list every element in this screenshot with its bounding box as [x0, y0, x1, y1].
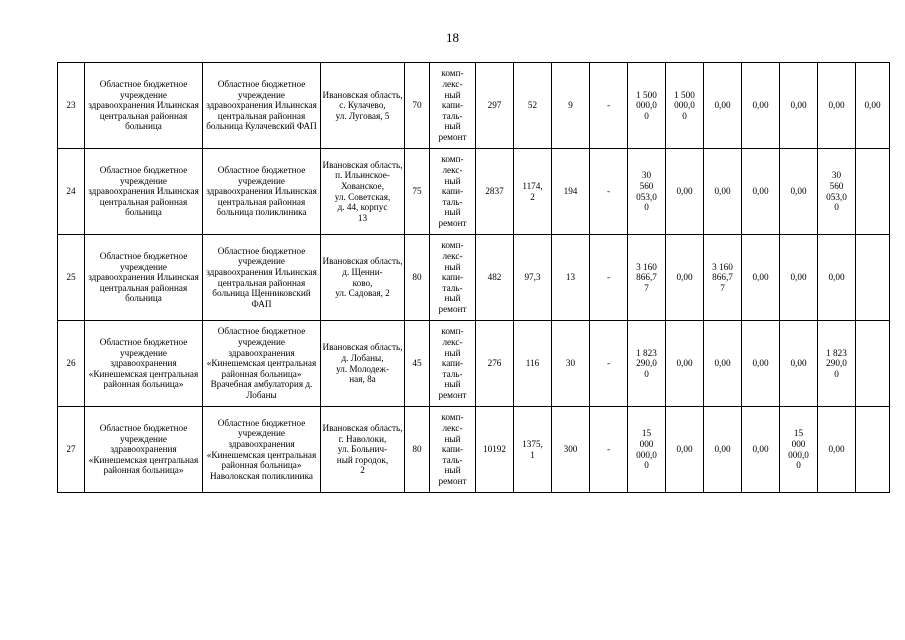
value-cell: 1375, 1	[514, 407, 552, 493]
amount-cell: 1 823 290,0 0	[628, 321, 666, 407]
object-name-cell: Областное бюджетное учреждение здравоохранения Ильинская центральная районная больница Кулачевский ФАП	[203, 63, 321, 149]
organization-cell: Областное бюджетное учреждение здравоохранения Ильинская центральная районная больница	[85, 235, 203, 321]
work-type-cell: комп- лекс- ный капи- таль- ный ремонт	[430, 321, 476, 407]
value-cell: 482	[476, 235, 514, 321]
value-cell: 45	[405, 321, 430, 407]
table-row	[58, 235, 890, 321]
amount-cell: 0,00	[780, 321, 818, 407]
object-name-cell: Областное бюджетное учреждение здравоохранения «Кинешемская центральная районная больница» Врачебная амбулатория д. Лобаны	[203, 321, 321, 407]
address-cell: Ивановская область, г. Наволоки, ул. Больнич- ный городок, 2	[321, 407, 405, 493]
value-cell: 97,3	[514, 235, 552, 321]
value-cell: 194	[552, 149, 590, 235]
table-body	[58, 63, 890, 493]
value-cell: 2837	[476, 149, 514, 235]
amount-cell: 15 000 000,0 0	[628, 407, 666, 493]
object-name-cell: Областное бюджетное учреждение здравоохранения «Кинешемская центральная районная больница» Наволокская поликлиника	[203, 407, 321, 493]
amount-cell: 0,00	[742, 235, 780, 321]
amount-cell: 0,00	[856, 63, 890, 149]
amount-cell: 0,00	[780, 149, 818, 235]
row-number-cell: 27	[58, 407, 85, 493]
value-cell: -	[590, 235, 628, 321]
amount-cell: 3 160 866,7 7	[704, 235, 742, 321]
value-cell: 30	[552, 321, 590, 407]
amount-cell: 0,00	[780, 235, 818, 321]
value-cell: 9	[552, 63, 590, 149]
amount-cell: 1 823 290,0 0	[818, 321, 856, 407]
value-cell: 52	[514, 63, 552, 149]
address-cell: Ивановская область, с. Кулачево, ул. Луговая, 5	[321, 63, 405, 149]
organization-cell: Областное бюджетное учреждение здравоохранения Ильинская центральная районная больница	[85, 149, 203, 235]
object-name-cell: Областное бюджетное учреждение здравоохранения Ильинская центральная районная больница Щенниковский ФАП	[203, 235, 321, 321]
amount-cell: 0,00	[704, 407, 742, 493]
row-number-cell: 23	[58, 63, 85, 149]
address-cell: Ивановская область, д. Щенни- ково, ул. Садовая, 2	[321, 235, 405, 321]
value-cell: 276	[476, 321, 514, 407]
work-type-cell: комп- лекс- ный капи- таль- ный ремонт	[430, 63, 476, 149]
amount-cell: 0,00	[742, 321, 780, 407]
value-cell: -	[590, 63, 628, 149]
amount-cell: 0,00	[666, 321, 704, 407]
amount-cell: 30 560 053,0 0	[818, 149, 856, 235]
amount-cell	[856, 235, 890, 321]
value-cell: 300	[552, 407, 590, 493]
amount-cell: 0,00	[666, 149, 704, 235]
amount-cell: 3 160 866,7 7	[628, 235, 666, 321]
amount-cell: 0,00	[818, 235, 856, 321]
amount-cell: 1 500 000,0 0	[666, 63, 704, 149]
amount-cell: 0,00	[742, 63, 780, 149]
value-cell: 10192	[476, 407, 514, 493]
amount-cell: 1 500 000,0 0	[628, 63, 666, 149]
amount-cell: 0,00	[704, 321, 742, 407]
amount-cell: 0,00	[666, 235, 704, 321]
address-cell: Ивановская область, д. Лобаны, ул. Молодеж- ная, 8а	[321, 321, 405, 407]
row-number-cell: 24	[58, 149, 85, 235]
amount-cell: 0,00	[780, 63, 818, 149]
table-row	[58, 63, 890, 149]
amount-cell: 15 000 000,0 0	[780, 407, 818, 493]
amount-cell: 0,00	[704, 63, 742, 149]
work-type-cell: комп- лекс- ный капи- таль- ный ремонт	[430, 149, 476, 235]
table-row	[58, 149, 890, 235]
value-cell: 75	[405, 149, 430, 235]
value-cell: -	[590, 407, 628, 493]
table-row	[58, 321, 890, 407]
value-cell: 297	[476, 63, 514, 149]
value-cell: 1174, 2	[514, 149, 552, 235]
amount-cell: 30 560 053,0 0	[628, 149, 666, 235]
value-cell: 13	[552, 235, 590, 321]
amount-cell: 0,00	[666, 407, 704, 493]
organization-cell: Областное бюджетное учреждение здравоохранения «Кинешемская центральная районная больница»	[85, 321, 203, 407]
page-number: 18	[446, 30, 459, 45]
amount-cell	[856, 149, 890, 235]
object-name-cell: Областное бюджетное учреждение здравоохранения Ильинская центральная районная больница поликлиника	[203, 149, 321, 235]
row-number-cell: 25	[58, 235, 85, 321]
organization-cell: Областное бюджетное учреждение здравоохранения Ильинская центральная районная больница	[85, 63, 203, 149]
amount-cell	[856, 321, 890, 407]
table-row	[58, 407, 890, 493]
organization-cell: Областное бюджетное учреждение здравоохранения «Кинешемская центральная районная больница»	[85, 407, 203, 493]
amount-cell: 0,00	[818, 63, 856, 149]
objects-table	[57, 62, 890, 493]
amount-cell: 0,00	[818, 407, 856, 493]
address-cell: Ивановская область, п. Ильинское- Хованское, ул. Советская, д. 44, корпус 13	[321, 149, 405, 235]
value-cell: 116	[514, 321, 552, 407]
work-type-cell: комп- лекс- ный капи- таль- ный ремонт	[430, 235, 476, 321]
amount-cell: 0,00	[742, 149, 780, 235]
amount-cell: 0,00	[742, 407, 780, 493]
work-type-cell: комп- лекс- ный капи- таль- ный ремонт	[430, 407, 476, 493]
row-number-cell: 26	[58, 321, 85, 407]
value-cell: -	[590, 321, 628, 407]
amount-cell: 0,00	[704, 149, 742, 235]
value-cell: 80	[405, 235, 430, 321]
amount-cell	[856, 407, 890, 493]
value-cell: 80	[405, 407, 430, 493]
value-cell: 70	[405, 63, 430, 149]
value-cell: -	[590, 149, 628, 235]
